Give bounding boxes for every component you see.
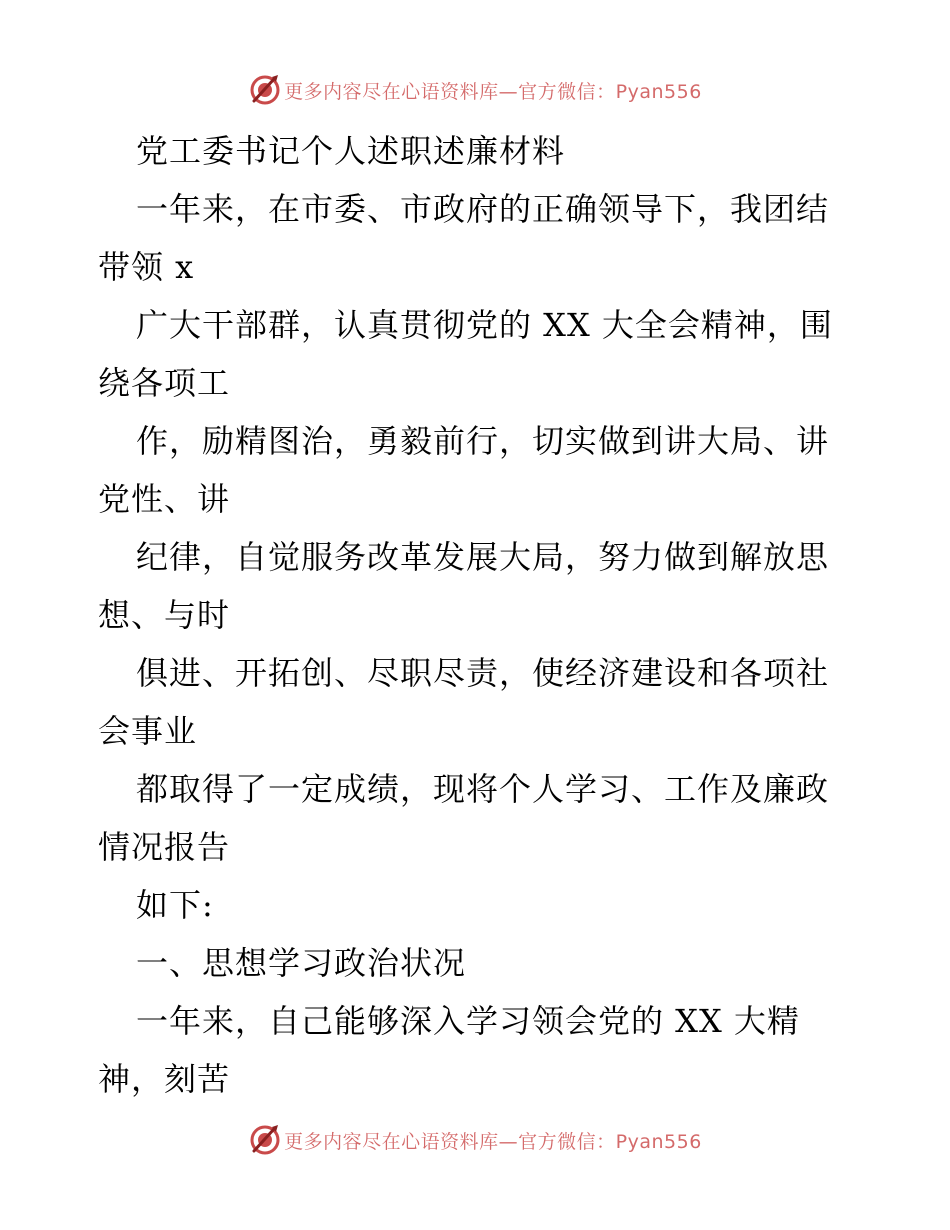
document-body bbox=[98, 122, 858, 1108]
document-line: 作，励精图治，勇毅前行，切实做到讲大局、讲 bbox=[136, 422, 830, 460]
document-line: 一、思想学习政治状况 bbox=[136, 944, 467, 982]
document-line: 都取得了一定成绩，现将个人学习、工作及廉政 bbox=[136, 770, 830, 808]
document-line: 一年来，自己能够深入学习领会党的 XX 大精 bbox=[136, 1002, 800, 1040]
watermark-text: 更多内容尽在心语资料库—官方微信：Pyan556 bbox=[284, 80, 702, 103]
document-line: 纪律，自觉服务改革发展大局，努力做到解放思 bbox=[136, 538, 830, 576]
document-line: 绕各项工 bbox=[98, 364, 231, 402]
document-line: 党工委书记个人述职述廉材料 bbox=[136, 132, 566, 170]
document-line: 广大干部群，认真贯彻党的 XX 大全会精神，围 bbox=[136, 306, 833, 344]
document-line: 带领 x bbox=[98, 248, 195, 286]
quill-seal-icon bbox=[248, 1123, 282, 1157]
document-line: 神，刻苦 bbox=[98, 1060, 231, 1098]
document-line: 一年来，在市委、市政府的正确领导下，我团结 bbox=[136, 190, 830, 228]
document-line: 党性、讲 bbox=[98, 480, 231, 518]
watermark-header bbox=[0, 70, 950, 110]
document-line: 会事业 bbox=[98, 712, 198, 750]
quill-seal-icon bbox=[248, 73, 282, 107]
document-line: 情况报告 bbox=[98, 828, 231, 866]
watermark-footer bbox=[0, 1120, 950, 1160]
document-line: 俱进、开拓创、尽职尽责，使经济建设和各项社 bbox=[136, 654, 830, 692]
watermark-text: 更多内容尽在心语资料库—官方微信：Pyan556 bbox=[284, 1130, 702, 1153]
document-line: 想、与时 bbox=[98, 596, 231, 634]
document-line: 如下: bbox=[136, 886, 214, 924]
